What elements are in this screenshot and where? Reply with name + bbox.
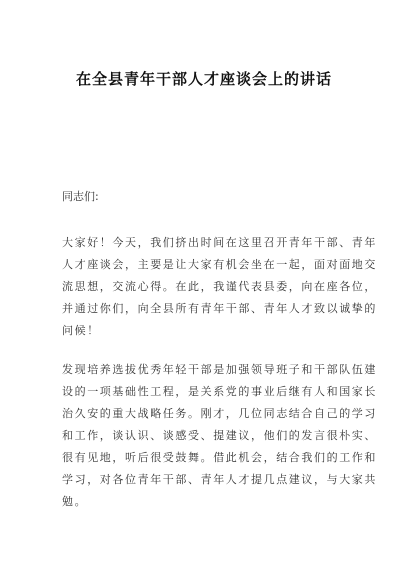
paragraph-line: 和工作，谈认识、谈感受、提建议，他们的发言很朴实、 xyxy=(62,429,377,442)
paragraph-line: 设的一项基础性工程，是关系党的事业后继有人和国家长 xyxy=(62,385,377,398)
paragraph-line: 人才座谈会，主要是让大家有机会坐在一起，面对面地交 xyxy=(62,258,377,271)
paragraph-line: 很有见地，听后很受鼓舞。借此机会，结合我们的工作和 xyxy=(62,451,377,464)
paragraph-line: 勉。 xyxy=(62,495,88,508)
document-title: 在全县青年干部人才座谈会上的讲话 xyxy=(75,70,332,88)
paragraph-line: 并通过你们，向全县所有青年干部、青年人才致以诚挚的 xyxy=(62,302,377,315)
paragraph-line: 治久安的重大战略任务。刚才，几位同志结合自己的学习 xyxy=(62,407,377,420)
paragraph-line: 流思想，交流心得。在此，我谨代表县委，向在座各位， xyxy=(62,280,377,293)
paragraph-line: 学习，对各位青年干部、青年人才提几点建议，与大家共 xyxy=(62,473,377,486)
paragraph-line: 发现培养选拔优秀年轻干部是加强领导班子和干部队伍建 xyxy=(62,363,377,376)
salutation: 同志们: xyxy=(62,190,99,203)
paragraph-line: 问候！ xyxy=(62,324,100,337)
paragraph-line: 大家好！今天，我们挤出时间在这里召开青年干部、青年 xyxy=(62,236,377,249)
